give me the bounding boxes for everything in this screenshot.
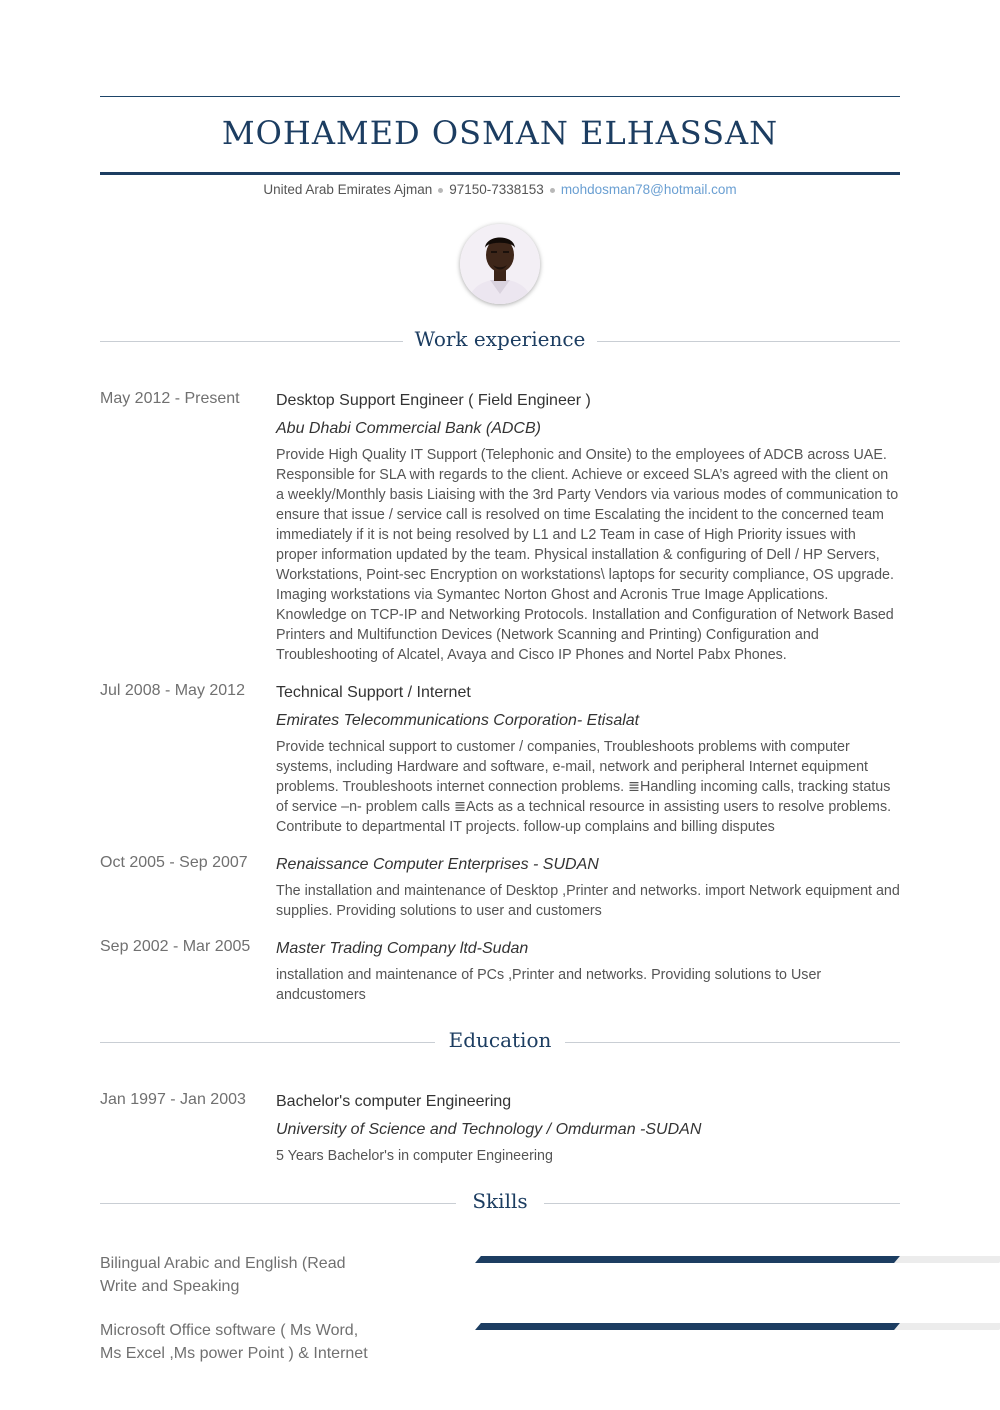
skill-level-bar [475,1256,1000,1263]
entry-description: The installation and maintenance of Desktop ,Printer and networks. import Network equipment and supplies. Providing solutions to user and customers [276,883,900,919]
entry-role: Desktop Support Engineer ( Field Engineer ) [276,392,591,409]
section-divider-right [565,1042,900,1043]
section-divider-right [544,1203,900,1204]
header-top-rule [100,96,900,97]
section-header-skills [100,1189,900,1219]
entry-description: installation and maintenance of PCs ,Printer and networks. Providing solutions to User andcustomers [276,967,822,1003]
section-header-education [100,1028,900,1058]
section-divider-right [597,341,900,342]
entry-dates: Jan 1997 - Jan 2003 [100,1091,246,1108]
entry-body [276,682,900,837]
entry-body [276,390,900,665]
profile-photo [460,224,540,304]
entry-organization: Abu Dhabi Commercial Bank (ADCB) [276,420,541,437]
entry-dates: May 2012 - Present [100,390,240,407]
skill-label: Bilingual Arabic and English (Read Write and Speaking [100,1255,346,1295]
contact-line [100,182,900,197]
header-bottom-rule [100,172,900,175]
skill-level-fill [475,1256,900,1263]
entry-description: Provide technical support to customer / companies, Troubleshoots problems with computer systems, including Hardware and software, e-mail, network and peripheral Internet equipment problems. Troubleshoots internet connection problems. ≣Handling incoming calls, tracking status of service –n- problem calls ≣Acts as a technical resource in assisting users to resolve problems. Contribute to departmental IT projects. follow-up complains and billing disputes [276,739,892,835]
skill-level-bar [475,1323,1000,1330]
entry-description: Provide High Quality IT Support (Telephonic and Onsite) to the employees of ADCB across UAE. Responsible for SLA with regards to the client. Achieve or exceed SLA’s agreed with the client on a weekly/Monthly basis Liaising with the 3rd Party Vendors via various modes of communication to ensure that issue / service call is resolved on time Escalating the incident to the concerned team immediately if it is not being resolved by L1 and L2 Team in case of High Priority issues with proper information updated by the team. Physical installation & configuring of Dell / HP Servers, Workstations, Point-sec Encryption on workstations\ laptops for security compliance, OS upgrade. Imaging workstations via Symantec Norton Ghost and Acronis True Image Applications. Knowledge on TCP-IP and Networking Protocols. Installation and Configuration of Network Based Printers and Multifunction Devices (Network Scanning and Printing) Configuration and Troubleshooting of Alcatel, Avaya and Cisco IP Phones and Nortel Pabx Phones. [276,447,899,663]
entry-role: Technical Support / Internet [276,684,471,701]
entry-organization: Master Trading Company ltd-Sudan [276,940,529,957]
phone-text: 97150-7338153 [449,182,544,197]
section-header-work [100,327,900,357]
entry-body [276,938,900,1005]
entry-dates: Sep 2002 - Mar 2005 [100,938,251,955]
profile-portrait-icon [460,224,540,304]
entry-dates: Jul 2008 - May 2012 [100,682,245,699]
location-text: United Arab Emirates Ajman [263,182,433,197]
skill-level-fill [475,1323,900,1330]
entry-description: 5 Years Bachelor's in computer Engineering [276,1148,553,1164]
entry-organization: Renaissance Computer Enterprises - SUDAN [276,856,599,873]
entry-body [276,854,900,921]
separator-dot-icon [438,188,443,193]
section-title-education: Education [448,1028,552,1052]
entry-dates: Oct 2005 - Sep 2007 [100,854,248,871]
section-title-skills: Skills [472,1189,528,1213]
email-link[interactable]: mohdosman78@hotmail.com [560,182,737,197]
entry-degree: Bachelor's computer Engineering [276,1093,512,1110]
entry-organization: Emirates Telecommunications Corporation- Etisalat [276,712,640,729]
entry-institution: University of Science and Technology / Omdurman -SUDAN [276,1121,702,1138]
candidate-name: MOHAMED OSMAN ELHASSAN [221,114,779,152]
section-title-work: Work experience [414,327,586,351]
skill-label: Microsoft Office software ( Ms Word, Ms Excel ,Ms power Point ) & Internet [100,1322,368,1362]
separator-dot-icon [550,188,555,193]
entry-body [276,1091,900,1166]
